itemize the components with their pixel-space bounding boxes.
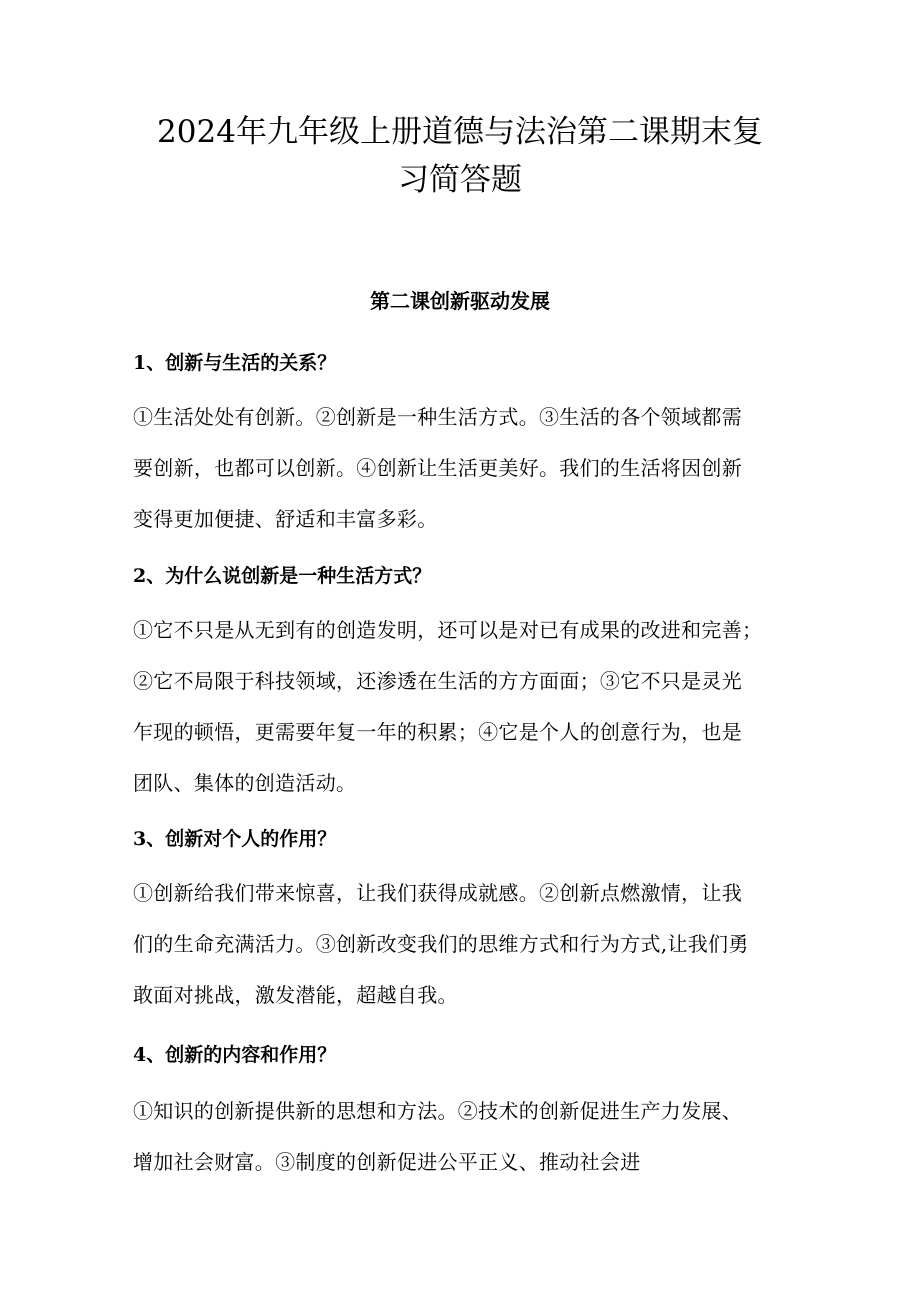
- answer-line: 敢面对挑战，激发潜能，超越自我。: [133, 983, 458, 1007]
- answer-line: ②它不局限于科技领域，还渗透在生活的方方面面；③它不只是灵光: [133, 669, 742, 693]
- question-heading-3: 3、创新对个人的作用？: [133, 828, 337, 850]
- question-heading-1: 1、创新与生活的关系？: [133, 352, 337, 374]
- answer-2: [133, 605, 793, 809]
- document-title-line-2: 习简答题: [398, 162, 522, 198]
- answer-line: 们的生命充满活力。③创新改变我们的思维方式和行为方式,让我们勇: [133, 932, 749, 956]
- answer-4: [133, 1086, 793, 1188]
- answer-line: 要创新，也都可以创新。④创新让生活更美好。我们的生活将因创新: [133, 456, 742, 480]
- answer-3: [133, 868, 793, 1021]
- answer-line: ①生活处处有创新。②创新是一种生活方式。③生活的各个领域都需: [133, 405, 742, 429]
- answer-line: ①它不只是从无到有的创造发明，还可以是对已有成果的改进和完善；: [133, 618, 763, 642]
- answer-line: ①创新给我们带来惊喜，让我们获得成就感。②创新点燃激情，让我: [133, 881, 742, 905]
- answer-line: 乍现的顿悟，更需要年复一年的积累；④它是个人的创意行为，也是: [133, 720, 742, 744]
- answer-line: ①知识的创新提供新的思想和方法。②技术的创新促进生产力发展、: [133, 1099, 742, 1123]
- section-title: 第二课创新驱动发展: [370, 289, 550, 313]
- question-heading-2: 2、为什么说创新是一种生活方式？: [133, 565, 432, 587]
- document-title-line-1: 2024年九年级上册道德与法治第二课期末复: [157, 114, 763, 150]
- answer-line: 增加社会财富。③制度的创新促进公平正义、推动社会进: [133, 1150, 641, 1174]
- question-heading-4: 4、创新的内容和作用？: [133, 1044, 337, 1066]
- answer-1: [133, 392, 793, 545]
- answer-line: 团队、集体的创造活动。: [133, 771, 357, 795]
- answer-line: 变得更加便捷、舒适和丰富多彩。: [133, 507, 438, 531]
